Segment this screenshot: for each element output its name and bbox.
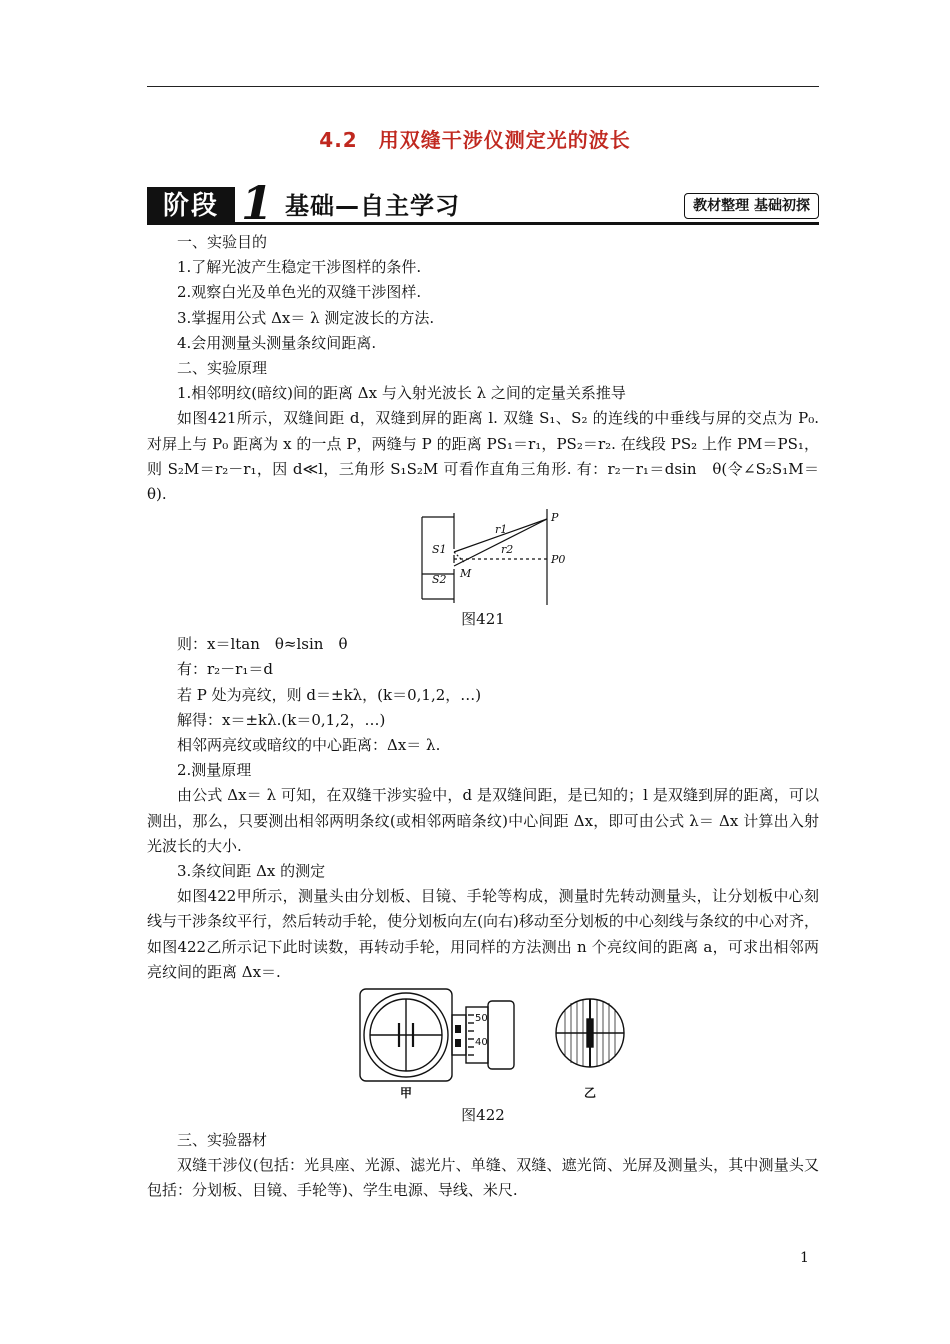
figure-422 — [147, 985, 819, 1103]
label-jia: 甲 — [400, 1086, 413, 1101]
stage-number: 1 — [240, 176, 273, 230]
section-heading-principle: 二、实验原理 — [177, 359, 268, 378]
page-title: 4.2 用双缝干涉仪测定光的波长 — [319, 128, 631, 152]
page-number: 1 — [800, 1250, 809, 1266]
derivation-step-2: 有：r₂－r₁＝d — [177, 660, 273, 679]
label-P: P — [551, 511, 559, 525]
purpose-item-2: 2.观察白光及单色光的双缝干涉图样. — [177, 283, 422, 302]
purpose-item-4: 4.会用测量头测量条纹间距离. — [177, 333, 377, 352]
label-P0: P0 — [551, 553, 566, 567]
purpose-item-1: 1.了解光波产生稳定干涉图样的条件. — [177, 258, 422, 277]
section-heading-purpose: 一、实验目的 — [177, 233, 268, 251]
measuring-head-diagram — [147, 985, 819, 1103]
scale-tick-40: 40 — [475, 1037, 488, 1049]
section-banner — [147, 176, 819, 230]
stage-label: 阶段 — [147, 187, 235, 225]
fringe-measurement-paragraph: 如图422甲所示，测量头由分划板、目镜、手轮等构成，测量时先转动测量头，让分划板中心刻线与干涉条纹平行，然后转动手轮，使分划板向左(向右)移动至分划板的中心刻线与条纹的中心对齐，如图422乙所示记下此时读数，再转动手轮，用同样的方法测出 n 个亮纹间的距离 a，可求出相邻两亮纹间的距离 Δx＝. — [147, 887, 819, 981]
label-S1: S1 — [432, 543, 447, 557]
label-r2: r2 — [501, 543, 514, 557]
derivation-step-4: 解得：x＝±kλ.(k＝0,1,2，…) — [177, 710, 386, 729]
purpose-item-3: 3.掌握用公式 Δx＝ λ 测定波长的方法. — [177, 308, 435, 327]
principle-subheading-2: 2.测量原理 — [177, 761, 252, 780]
derivation-step-5: 相邻两亮纹或暗纹的中心距离：Δx＝ λ. — [177, 736, 441, 755]
double-slit-diagram — [147, 507, 819, 607]
label-r1: r1 — [495, 523, 508, 537]
figure-422-caption: 图422 — [461, 1106, 505, 1125]
label-M: M — [460, 567, 472, 581]
label-yi: 乙 — [584, 1086, 597, 1101]
principle-subheading-1: 1.相邻明纹(暗纹)间的距离 Δx 与入射光波长 λ 之间的定量关系推导 — [177, 384, 626, 403]
section-heading-equipment: 三、实验器材 — [177, 1131, 268, 1150]
derivation-step-3: 若 P 处为亮纹，则 d＝±kλ，(k＝0,1,2，…) — [177, 685, 482, 704]
equipment-paragraph: 双缝干涉仪(包括：光具座、光源、滤光片、单缝、双缝、遮光筒、光屏及测量头，其中测量头又包括：分划板、目镜、手轮等)、学生电源、导线、米尺. — [147, 1156, 819, 1200]
derivation-step-1: 则：x＝ltan θ≈lsin θ — [177, 635, 348, 654]
scale-tick-50: 50 — [475, 1013, 488, 1025]
figure-421 — [147, 507, 819, 607]
figure-421-caption: 图421 — [461, 610, 505, 629]
label-S2: S2 — [432, 573, 447, 587]
derivation-paragraph: 如图421所示，双缝间距 d，双缝到屏的距离 l. 双缝 S₁、S₂ 的连线的中垂线与屏的交点为 P₀. 对屏上与 P₀ 距离为 x 的一点 P，两缝与 P 的距离 PS₁＝r₁，PS₂＝r₂. 在线段 PS₂ 上作 PM＝PS₁，则 S₂M＝r₂－r₁，因 d≪l，三角形 S₁S₂M 可看作直角三角形. 有：r₂－r₁＝dsin θ(令∠S₂S₁M＝ θ). — [147, 409, 819, 504]
header-rule — [147, 86, 819, 87]
measurement-paragraph: 由公式 Δx＝ λ 可知，在双缝干涉实验中，d 是双缝间距，是已知的；l 是双缝到屏的距离，可以测出，那么，只要测出相邻两明条纹(或相邻两暗条纹)中心间距 Δx，即可由公式 λ＝ Δx 计算出入射光波长的大小. — [147, 786, 819, 855]
banner-tag: 教材整理 基础初探 — [684, 193, 819, 219]
principle-subheading-3: 3.条纹间距 Δx 的测定 — [177, 862, 326, 881]
content-body — [147, 230, 819, 1204]
banner-heading: 基础—自主学习 — [285, 192, 460, 220]
